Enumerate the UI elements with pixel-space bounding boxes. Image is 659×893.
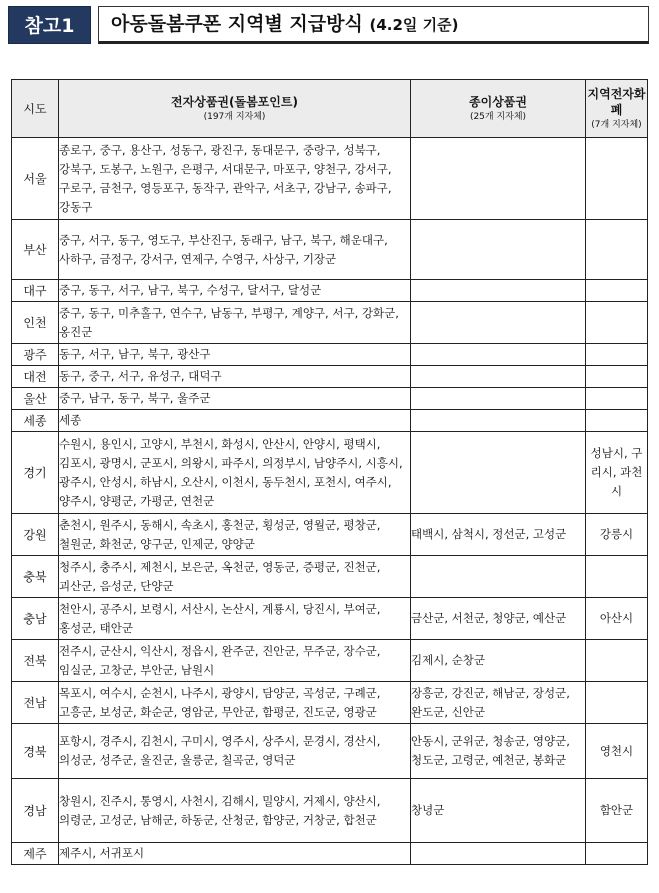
local-cell <box>586 280 648 302</box>
title-text: 아동돌봄쿠폰 지역별 지급방식 <box>111 13 363 35</box>
paper-cell: 김제시, 순창군 <box>411 640 586 682</box>
table-row <box>12 344 648 366</box>
header-region: 시도 <box>12 80 59 138</box>
paper-cell <box>411 843 586 865</box>
header-paper: 종이상품권 (25개 지자체) <box>411 80 586 138</box>
table-row <box>12 598 648 640</box>
table-row <box>12 724 648 779</box>
table-row <box>12 138 648 220</box>
electronic-cell: 청주시, 충주시, 제천시, 보은군, 옥천군, 영동군, 증평군, 진천군, 괴산군, 음성군, 단양군 <box>59 556 411 598</box>
local-cell <box>586 302 648 344</box>
region-cell: 충북 <box>12 556 59 598</box>
reference-tag: 참고1 <box>8 6 91 44</box>
local-cell <box>586 388 648 410</box>
paper-cell <box>411 432 586 514</box>
local-cell: 영천시 <box>586 724 648 779</box>
region-cell: 광주 <box>12 344 59 366</box>
local-cell <box>586 682 648 724</box>
title-date-note: (4.2일 기준) <box>369 16 459 34</box>
electronic-cell: 종로구, 중구, 용산구, 성동구, 광진구, 동대문구, 중랑구, 성북구, 강북구, 도봉구, 노원구, 은평구, 서대문구, 마포구, 양천구, 강서구, 구로구, 금천구, 영등포구, 동작구, 관악구, 서초구, 강남구, 송파구, 강동구 <box>59 138 411 220</box>
table-row <box>12 779 648 843</box>
header-electronic: 전자상품권(돌봄포인트) (197개 지자체) <box>59 80 411 138</box>
table-row <box>12 410 648 432</box>
electronic-cell: 세종 <box>59 410 411 432</box>
table-header-row <box>12 80 648 138</box>
local-cell <box>586 843 648 865</box>
paper-cell: 태백시, 삼척시, 정선군, 고성군 <box>411 514 586 556</box>
region-cell: 충남 <box>12 598 59 640</box>
paper-cell <box>411 410 586 432</box>
local-cell: 성남시, 구리시, 과천시 <box>586 432 648 514</box>
table-row <box>12 302 648 344</box>
table-row <box>12 640 648 682</box>
paper-cell: 금산군, 서천군, 청양군, 예산군 <box>411 598 586 640</box>
region-cell: 울산 <box>12 388 59 410</box>
region-payment-table <box>11 79 648 865</box>
paper-cell <box>411 302 586 344</box>
local-cell: 아산시 <box>586 598 648 640</box>
electronic-cell: 전주시, 군산시, 익산시, 정읍시, 완주군, 진안군, 무주군, 장수군, 임실군, 고창군, 부안군, 남원시 <box>59 640 411 682</box>
table-row <box>12 843 648 865</box>
table-row <box>12 514 648 556</box>
region-cell: 세종 <box>12 410 59 432</box>
electronic-cell: 수원시, 용인시, 고양시, 부천시, 화성시, 안산시, 안양시, 평택시, 김포시, 광명시, 군포시, 의왕시, 파주시, 의정부시, 남양주시, 시흥시, 광주시, 안성시, 하남시, 오산시, 이천시, 동두천시, 포천시, 여주시, 양주시, 양평군, 가평군, 연천군 <box>59 432 411 514</box>
region-cell: 서울 <box>12 138 59 220</box>
paper-cell: 창녕군 <box>411 779 586 843</box>
paper-cell <box>411 220 586 280</box>
paper-cell <box>411 280 586 302</box>
electronic-cell: 중구, 남구, 동구, 북구, 울주군 <box>59 388 411 410</box>
local-cell <box>586 366 648 388</box>
electronic-cell: 창원시, 진주시, 통영시, 사천시, 김해시, 밀양시, 거제시, 양산시, 의령군, 고성군, 남해군, 하동군, 산청군, 함양군, 거창군, 합천군 <box>59 779 411 843</box>
region-cell: 대전 <box>12 366 59 388</box>
paper-cell <box>411 388 586 410</box>
region-cell: 전북 <box>12 640 59 682</box>
electronic-cell: 제주시, 서귀포시 <box>59 843 411 865</box>
region-cell: 부산 <box>12 220 59 280</box>
paper-cell: 안동시, 군위군, 청송군, 영양군, 청도군, 고령군, 예천군, 봉화군 <box>411 724 586 779</box>
paper-cell <box>411 138 586 220</box>
electronic-cell: 중구, 동구, 서구, 남구, 북구, 수성구, 달서구, 달성군 <box>59 280 411 302</box>
region-cell: 경남 <box>12 779 59 843</box>
paper-cell <box>411 366 586 388</box>
table-row <box>12 556 648 598</box>
electronic-cell: 포항시, 경주시, 김천시, 구미시, 영주시, 상주시, 문경시, 경산시, 의성군, 성주군, 울진군, 울릉군, 칠곡군, 영덕군 <box>59 724 411 779</box>
region-cell: 제주 <box>12 843 59 865</box>
local-cell <box>586 220 648 280</box>
header-local-currency: 지역전자화폐 (7개 지자체) <box>586 80 648 138</box>
local-cell <box>586 344 648 366</box>
region-cell: 강원 <box>12 514 59 556</box>
page-title <box>98 6 649 44</box>
local-cell <box>586 556 648 598</box>
paper-cell <box>411 556 586 598</box>
local-cell <box>586 138 648 220</box>
table-row <box>12 432 648 514</box>
electronic-cell: 목포시, 여수시, 순천시, 나주시, 광양시, 담양군, 곡성군, 구례군, 고흥군, 보성군, 화순군, 영암군, 무안군, 함평군, 진도군, 영광군 <box>59 682 411 724</box>
region-cell: 전남 <box>12 682 59 724</box>
table-row <box>12 280 648 302</box>
electronic-cell: 동구, 중구, 서구, 유성구, 대덕구 <box>59 366 411 388</box>
table-row <box>12 682 648 724</box>
table-row <box>12 366 648 388</box>
electronic-cell: 천안시, 공주시, 보령시, 서산시, 논산시, 계룡시, 당진시, 부여군, 홍성군, 태안군 <box>59 598 411 640</box>
paper-cell: 장흥군, 강진군, 해남군, 장성군, 완도군, 신안군 <box>411 682 586 724</box>
local-cell <box>586 640 648 682</box>
region-cell: 경기 <box>12 432 59 514</box>
region-cell: 대구 <box>12 280 59 302</box>
region-cell: 경북 <box>12 724 59 779</box>
paper-cell <box>411 344 586 366</box>
electronic-cell: 동구, 서구, 남구, 북구, 광산구 <box>59 344 411 366</box>
local-cell: 함안군 <box>586 779 648 843</box>
table-row <box>12 220 648 280</box>
local-cell: 강릉시 <box>586 514 648 556</box>
local-cell <box>586 410 648 432</box>
region-cell: 인천 <box>12 302 59 344</box>
electronic-cell: 중구, 동구, 미추홀구, 연수구, 남동구, 부평구, 계양구, 서구, 강화군, 옹진군 <box>59 302 411 344</box>
table-row <box>12 388 648 410</box>
electronic-cell: 춘천시, 원주시, 동해시, 속초시, 홍천군, 횡성군, 영월군, 평창군, 철원군, 화천군, 양구군, 인제군, 양양군 <box>59 514 411 556</box>
electronic-cell: 중구, 서구, 동구, 영도구, 부산진구, 동래구, 남구, 북구, 해운대구, 사하구, 금정구, 강서구, 연제구, 수영구, 사상구, 기장군 <box>59 220 411 280</box>
page-header <box>8 6 649 44</box>
